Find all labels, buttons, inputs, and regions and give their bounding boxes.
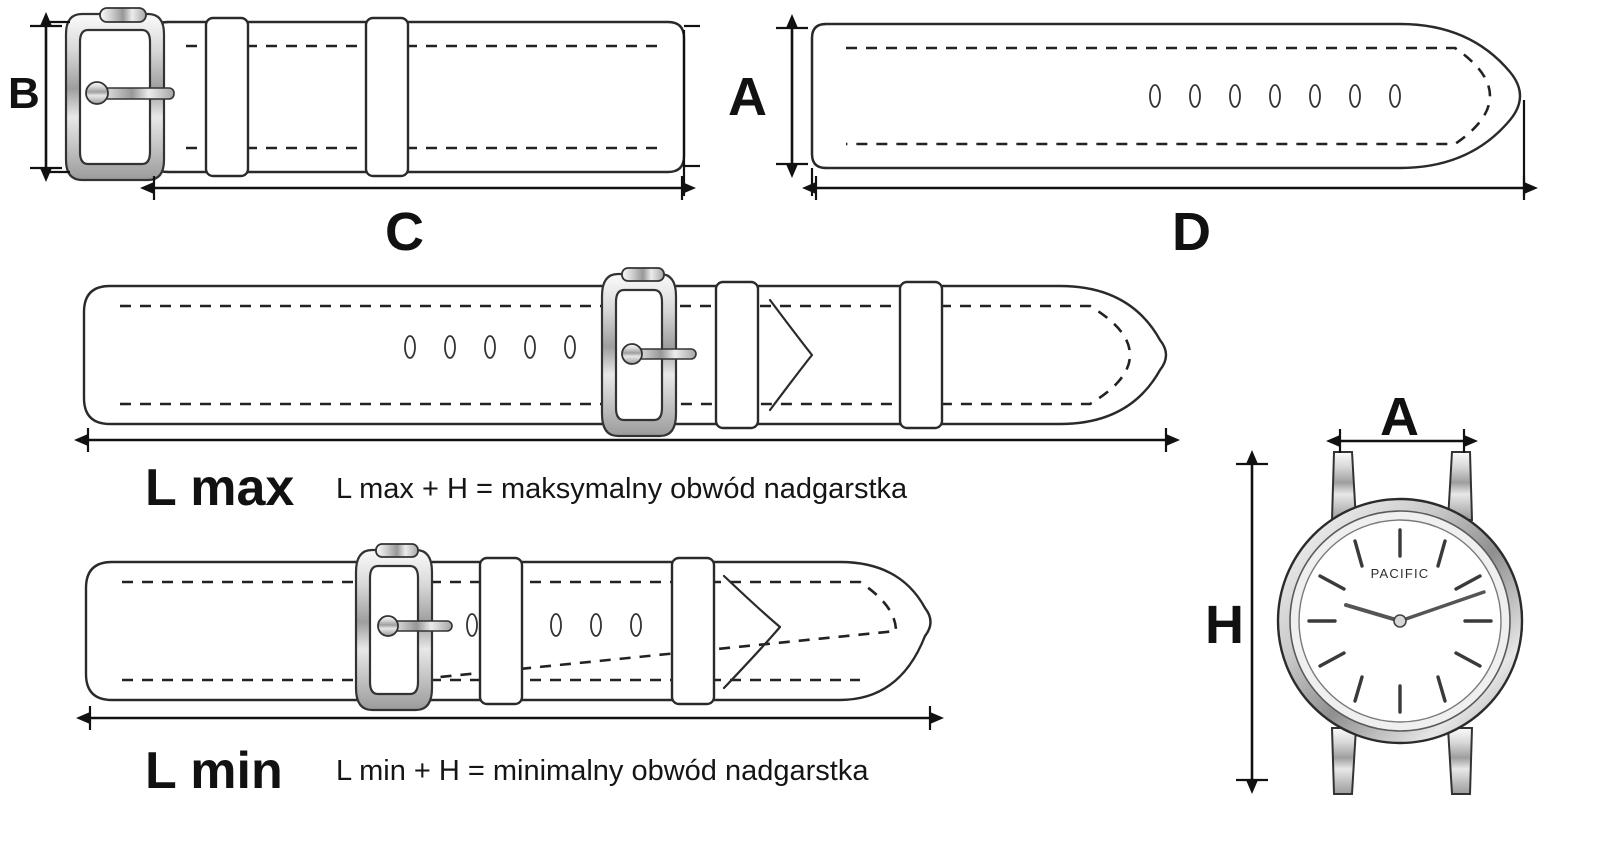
label-c: C: [385, 202, 424, 262]
label-l-min: L min: [145, 742, 283, 800]
dimension-d: [816, 176, 1524, 200]
caption-l-min-formula: L min + H = minimalny obwód nadgarstka: [336, 755, 869, 787]
label-l-max: L max: [145, 459, 295, 517]
strap-l-min: [86, 544, 931, 730]
dimension-c: [154, 176, 682, 200]
strap-l-max: [84, 268, 1166, 452]
strap-keeper-loop: [900, 282, 942, 428]
buckle: [66, 8, 174, 180]
strap-keeper-loop: [206, 18, 248, 176]
watch-brand-text: PACIFIC: [1370, 566, 1430, 581]
label-b: B: [8, 69, 40, 118]
label-d: D: [1172, 202, 1211, 262]
label-a-top: A: [728, 67, 767, 127]
watch-hand-pivot: [1394, 615, 1406, 627]
dimension-l-min: [90, 706, 930, 730]
label-a-watch: A: [1380, 387, 1419, 447]
strap-keeper-loop: [672, 558, 714, 704]
caption-l-max-formula: L max + H = maksymalny obwód nadgarstka: [336, 473, 908, 505]
strap-holes-side-top-right: [776, 24, 1524, 200]
dimension-a-top: [776, 28, 808, 164]
strap-buckle-side-top-left: [30, 8, 700, 200]
watch-case: [1236, 429, 1522, 794]
strap-keeper-loop: [366, 18, 408, 176]
strap-keeper-loop: [716, 282, 758, 428]
strap-keeper-loop: [480, 558, 522, 704]
label-h-watch: H: [1205, 595, 1244, 655]
